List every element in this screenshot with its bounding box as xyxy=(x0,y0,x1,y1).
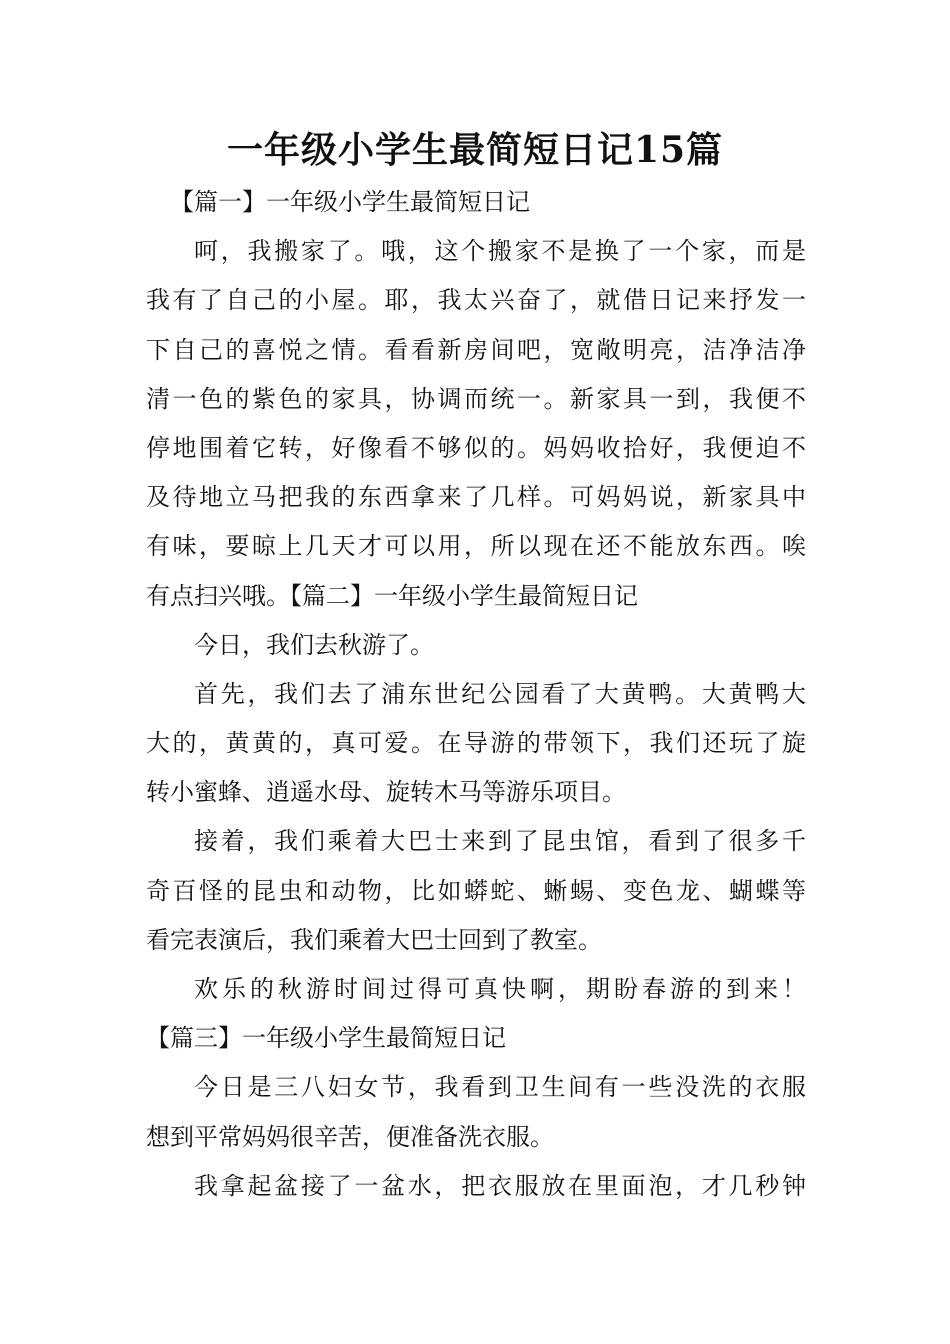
text-line: 及待地立马把我的东西拿来了几样。可妈妈说，新家具中 xyxy=(146,483,806,512)
section-heading-3: 【篇三】一年级小学生最简短日记 xyxy=(146,1024,506,1053)
text-line: 大的，黄黄的，真可爱。在导游的带领下，我们还玩了旋 xyxy=(146,729,806,758)
text-line: 看完表演后，我们乘着大巴士回到了教室。 xyxy=(146,925,602,954)
text-line: 呵，我搬家了。哦，这个搬家不是换了一个家，而是 xyxy=(194,237,806,266)
text-line: 有味，要晾上几天才可以用，所以现在还不能放东西。唉 xyxy=(146,532,806,561)
text-line: 今日，我们去秋游了。 xyxy=(194,630,434,659)
text-line-with-section-heading-2: 有点扫兴哦。【篇二】一年级小学生最简短日记 xyxy=(146,581,638,610)
text-line: 接着，我们乘着大巴士来到了昆虫馆，看到了很多千 xyxy=(194,827,806,856)
document-title: 一年级小学生最简短日记15篇 xyxy=(226,129,724,171)
text-line: 清一色的紫色的家具，协调而统一。新家具一到，我便不 xyxy=(146,384,806,413)
text-line: 首先，我们去了浦东世纪公园看了大黄鸭。大黄鸭大 xyxy=(194,679,806,708)
text-line: 转小蜜蜂、逍遥水母、旋转木马等游乐项目。 xyxy=(146,778,626,807)
text-line: 下自己的喜悦之情。看看新房间吧，宽敞明亮，洁净洁净 xyxy=(146,335,806,364)
document-body xyxy=(146,178,806,1211)
text-line: 我有了自己的小屋。耶，我太兴奋了，就借日记来抒发一 xyxy=(146,286,806,315)
section-heading-1: 【篇一】一年级小学生最简短日记 xyxy=(170,188,530,216)
text-line: 欢乐的秋游时间过得可真快啊，期盼春游的到来！ xyxy=(194,975,806,1003)
text-line: 想到平常妈妈很辛苦，便准备洗衣服。 xyxy=(146,1122,554,1151)
text-line: 我拿起盆接了一盆水，把衣服放在里面泡，才几秒钟 xyxy=(194,1171,806,1200)
text-line: 停地围着它转，好像看不够似的。妈妈收拾好，我便迫不 xyxy=(146,433,806,462)
text-line: 今日是三八妇女节，我看到卫生间有一些没洗的衣服 xyxy=(194,1073,806,1102)
text-line: 奇百怪的昆虫和动物，比如蟒蛇、蜥蜴、变色龙、蝴蝶等 xyxy=(146,876,806,905)
